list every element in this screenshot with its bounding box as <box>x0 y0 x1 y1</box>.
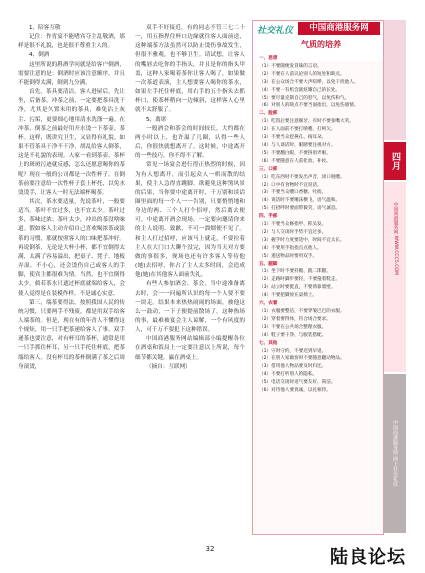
panel-item: （5）电话交谈时语气要友好、简洁。 <box>259 380 336 386</box>
paragraph: 其次，茶水要适量。先说茶叶，一般要适当。茶叶不宜过多，也不宜太少。茶叶过多，茶味过浓；茶叶太少，冲出的茶没啥味道。假如客人主动介绍自己喜欢喝浓茶或淡茶的习惯，那就按照客人的口味把茶冲好。再说倒茶，无论是大杯小杯，都不宜倒得太满，太满了容易溢出，把桌子、凳子、地板弄湿。不小心，还会烫伤自己或客人的手脚，使宾主都很难为情。当然，也不宜倒得太少。倘若茶水只遮过杯底就端给客人，会使人觉得是在装模作样，不是诚心实意。 <box>18 198 125 297</box>
panel-item: （2）在人面前不要打喷嚏、打呵欠。 <box>259 127 336 133</box>
watermark: 陆良论坛 <box>330 547 406 568</box>
panel-item: （6）对待他人要真诚，以礼相待。 <box>259 388 331 394</box>
paragraph: 4、倒酒 <box>29 52 50 59</box>
panel-item: （1）吃饭后要注意剔牙，有时不要张嘴大笑。 <box>259 119 354 125</box>
panel-item: （4）鞋子要干净，与服装搭配。 <box>259 332 327 338</box>
panel-item: （1）衣服要整洁，不要穿皱巴巴的衣服。 <box>259 309 345 314</box>
panel-section-heading: 五、腿脚 <box>259 261 278 267</box>
panel-item: （3）握手时力度要适中，时间不宜太长。 <box>259 237 345 243</box>
panel-item: （3）站立时要挺直，不要倚靠墙壁。 <box>259 285 336 291</box>
article-column-right <box>135 24 245 372</box>
section-tab: 四月 <box>384 142 406 180</box>
panel-item: （2）穿着要得体，符合场合要求。 <box>259 316 331 322</box>
paragraph: 记住：作宵宴不能嗜宾夺主乱敬酒，那样是很不礼貌，也是很不尊重主人的。 <box>18 34 125 50</box>
panel-section-heading: 四、手部 <box>259 214 278 220</box>
panel-item: （3）不要在公共场合整理衣服。 <box>259 324 327 330</box>
panel-item: （5）要尽量克制自己的怒气，以免伤和气。 <box>259 95 350 101</box>
side-strip-top <box>384 20 406 140</box>
panel-item: （3）在公众场合不要大声喧哗，以免干扰他人。 <box>259 79 359 85</box>
panel-title: 气质的培养 <box>301 40 341 49</box>
page-number: 32 <box>205 545 215 553</box>
side-site-text: 中国商港服务网 WWW.CCC5.COM <box>393 202 398 276</box>
panel-item: （1）吃东西时不要发出声音，闭口咀嚼。 <box>259 174 345 180</box>
panel-item: （2）在别人家做客时不要随意翻动物品。 <box>259 356 345 362</box>
panel-section-heading: 六、衣着 <box>259 301 278 307</box>
panel-section-heading: 一、思想 <box>259 56 278 61</box>
panel-item: （2）与人交谈时手势不宜过多。 <box>259 229 327 235</box>
panel-section-heading: 七、其他 <box>259 340 278 346</box>
side-strip-middle <box>384 182 406 372</box>
panel-item: （4）不要用手指指点点他人。 <box>259 245 322 251</box>
panel-item: （1）坐下时不要抖腿、跷二郎腿。 <box>259 269 331 275</box>
panel-item: （4）不要把脚放在桌椅上。 <box>259 293 318 299</box>
paragraph: （摘自：互联网） <box>146 363 191 370</box>
panel-item: （6）不要随意在人前化妆、补妆。 <box>259 158 331 164</box>
paragraph: 常见一场宴会进行得正热烈的时候，因为有人想离开，而引起众人一哄而散的结果，使主人急得直跳脚。欲避免这种煞风景的后果，当你要中途离开时，千万别和谈话圈里面的每一个人一一告别，只要悄悄地和身边的两、三个人打个招呼，然后离去便可。中途离开酒会现场，一定要向邀请你来的主人说明、致歉，不可一溜烟便不见了。和主人打过招呼，应该马上就走，不要拉着主人在大门口大聊个没完，因为当天对方要做的事很多，现场也还有许多客人等待他(她)去招呼，你占了主人太多时间，会造成他(她)在其他客人面前失礼。 <box>135 162 245 279</box>
panel-item: （5）打招呼时要面带微笑，语气诚恳。 <box>259 206 341 212</box>
brand-logo-text: 社交礼仪 <box>257 26 294 36</box>
panel-item: （3）不要当众挖鼻孔、掏耳朵。 <box>259 135 327 141</box>
paragraph: 双手不好接近，有的同志不管三七二十一，用五指捏住杯口边缘就往客人面前送，这种端茶方法虽然可以防止烫伤事故发生，但很不雅观，也不够卫生。请试想，让客人的嘴唇去吃你的手指头，并且是你的指头甲盖，这种人家喝着茶你让客人喝了，如果做一次茶道表演，主人想要客人喝你的茶水，如果左手托住杯底，用右手的五个指头去抓杯口，使茶杯稍向一边倾斜，这样客人心里就不太舒服了。 <box>135 25 245 114</box>
side-strip-bottom: 中国商港服务网·网上社交礼仪 <box>384 374 406 533</box>
panel-item: （1）不要当众修指甲、抓头发。 <box>259 222 327 228</box>
panel-section-heading: 三、口部 <box>259 166 278 172</box>
panel-item: （4）与人谈话时，眼睛要注视对方。 <box>259 142 336 148</box>
panel-item: （3）不要当众嚼口香糖、吐痰。 <box>259 190 327 196</box>
paragraph: 中国商港服务网站编辑部小编提醒各位在酒桌和饭局上一定要注意以上所说，每个细节都关键，赢在酒桌上。 <box>135 336 245 361</box>
panel-item: （4）不要打听别人的隐私。 <box>259 372 318 378</box>
panel-item: （5）不要翻白眼，不要挤眉弄眼。 <box>259 150 331 156</box>
paragraph: 1、陪客互敬 <box>29 25 61 31</box>
panel-item: （5）递送物品时要用双手。 <box>259 253 318 259</box>
panel-item: （6）对别人的缺点不要当面指出，以免伤感情。 <box>259 103 359 109</box>
panel-body <box>259 55 377 395</box>
panel-item: （1）守时守约，不要迟到早退。 <box>259 348 327 354</box>
paragraph: 首先，茶具要清洁。客人进屋后，先让坐，后备茶，冲茶之前，一定要把茶具洗干净，尤其是久置未用的茶具，难免沾上灰尘、污垢，更要细心地用清水洗涤一遍。在冲茶、倒茶之前最好用开水烫一下茶壶、茶杯。这样，既讲究卫生，又显得有礼貌。如果不管茶具干净不干净，胡乱给客人倒茶，这是不礼貌的表现。人家一看到茶壶、茶杯上的斑斑污迹就反感，怎么还愿意喝你的茶呢？现在一般的公司都是一次性杯子，在倒茶前要注意给一次性杯子套上杯托，以免水烫烫手，让客人一时无法端杯喝茶。 <box>18 89 125 196</box>
etiquette-sidebar-panel <box>252 20 384 535</box>
paragraph: 5、离席 <box>146 116 167 123</box>
panel-item: （4）不要一有机会就炫耀自己的长处。 <box>259 87 341 93</box>
paragraph: 这里所说的斟酒学问就是给客户倒酒，需要注意的是：倒酒时应该注意顺序，并且不能倒得太满，倒到九分满。 <box>18 61 125 86</box>
side-strip <box>384 20 406 533</box>
brand-banner: 中国商港服务网 <box>298 22 380 35</box>
panel-item: （1）不要随便发冒昧的言语。 <box>259 63 322 69</box>
panel-item: （2）不要在人前议论别人的短处和缺点。 <box>259 71 345 77</box>
paragraph: 有些人参加酒会、茶会，当中途准备离去时，会一一问遍所认识的每一个人要不要一块走。结果本来热热闹闹的场面，被他这么一鼓动，一下子便提前散场了。这种热场的事，最难被宴会主人谅解，一个有风度的人，可千万不要犯下这种错误。 <box>135 281 245 334</box>
paragraph: 第三，端茶要得法。按照我国人民的传统习惯，只要两手不残废，都是用双手给客人端茶的。但是，现在有的年青人不懂得这个规矩，用一只手把茶递给客人了事。双手递茶也要注意，对有杯耳的茶杯，通常是用一只手抓住杯耳，另一只手托住杯底，把茶端给客人。没有杯耳的茶杯倒满了茶之后周身滚烫， <box>18 299 125 370</box>
article-column-left <box>18 24 125 372</box>
panel-item: （3）借用他人物品要及时归还。 <box>259 364 327 370</box>
panel-item: （2）口中有食物时不宜说话。 <box>259 182 322 188</box>
panel-item: （2）走路时脚步要轻，不要拖着鞋走。 <box>259 277 341 283</box>
paragraph: 一般酒会和茶会的时间较长，大约都在两小时以上，也许温了几圈，认得一些人后，你很快就想离开了。这时候，中途离开的一些技巧，你不得不了解。 <box>135 125 245 160</box>
panel-section-heading: 二、脸部 <box>259 111 278 117</box>
panel-item: （4）说话时不要唾沫横飞，语气温和。 <box>259 198 341 204</box>
